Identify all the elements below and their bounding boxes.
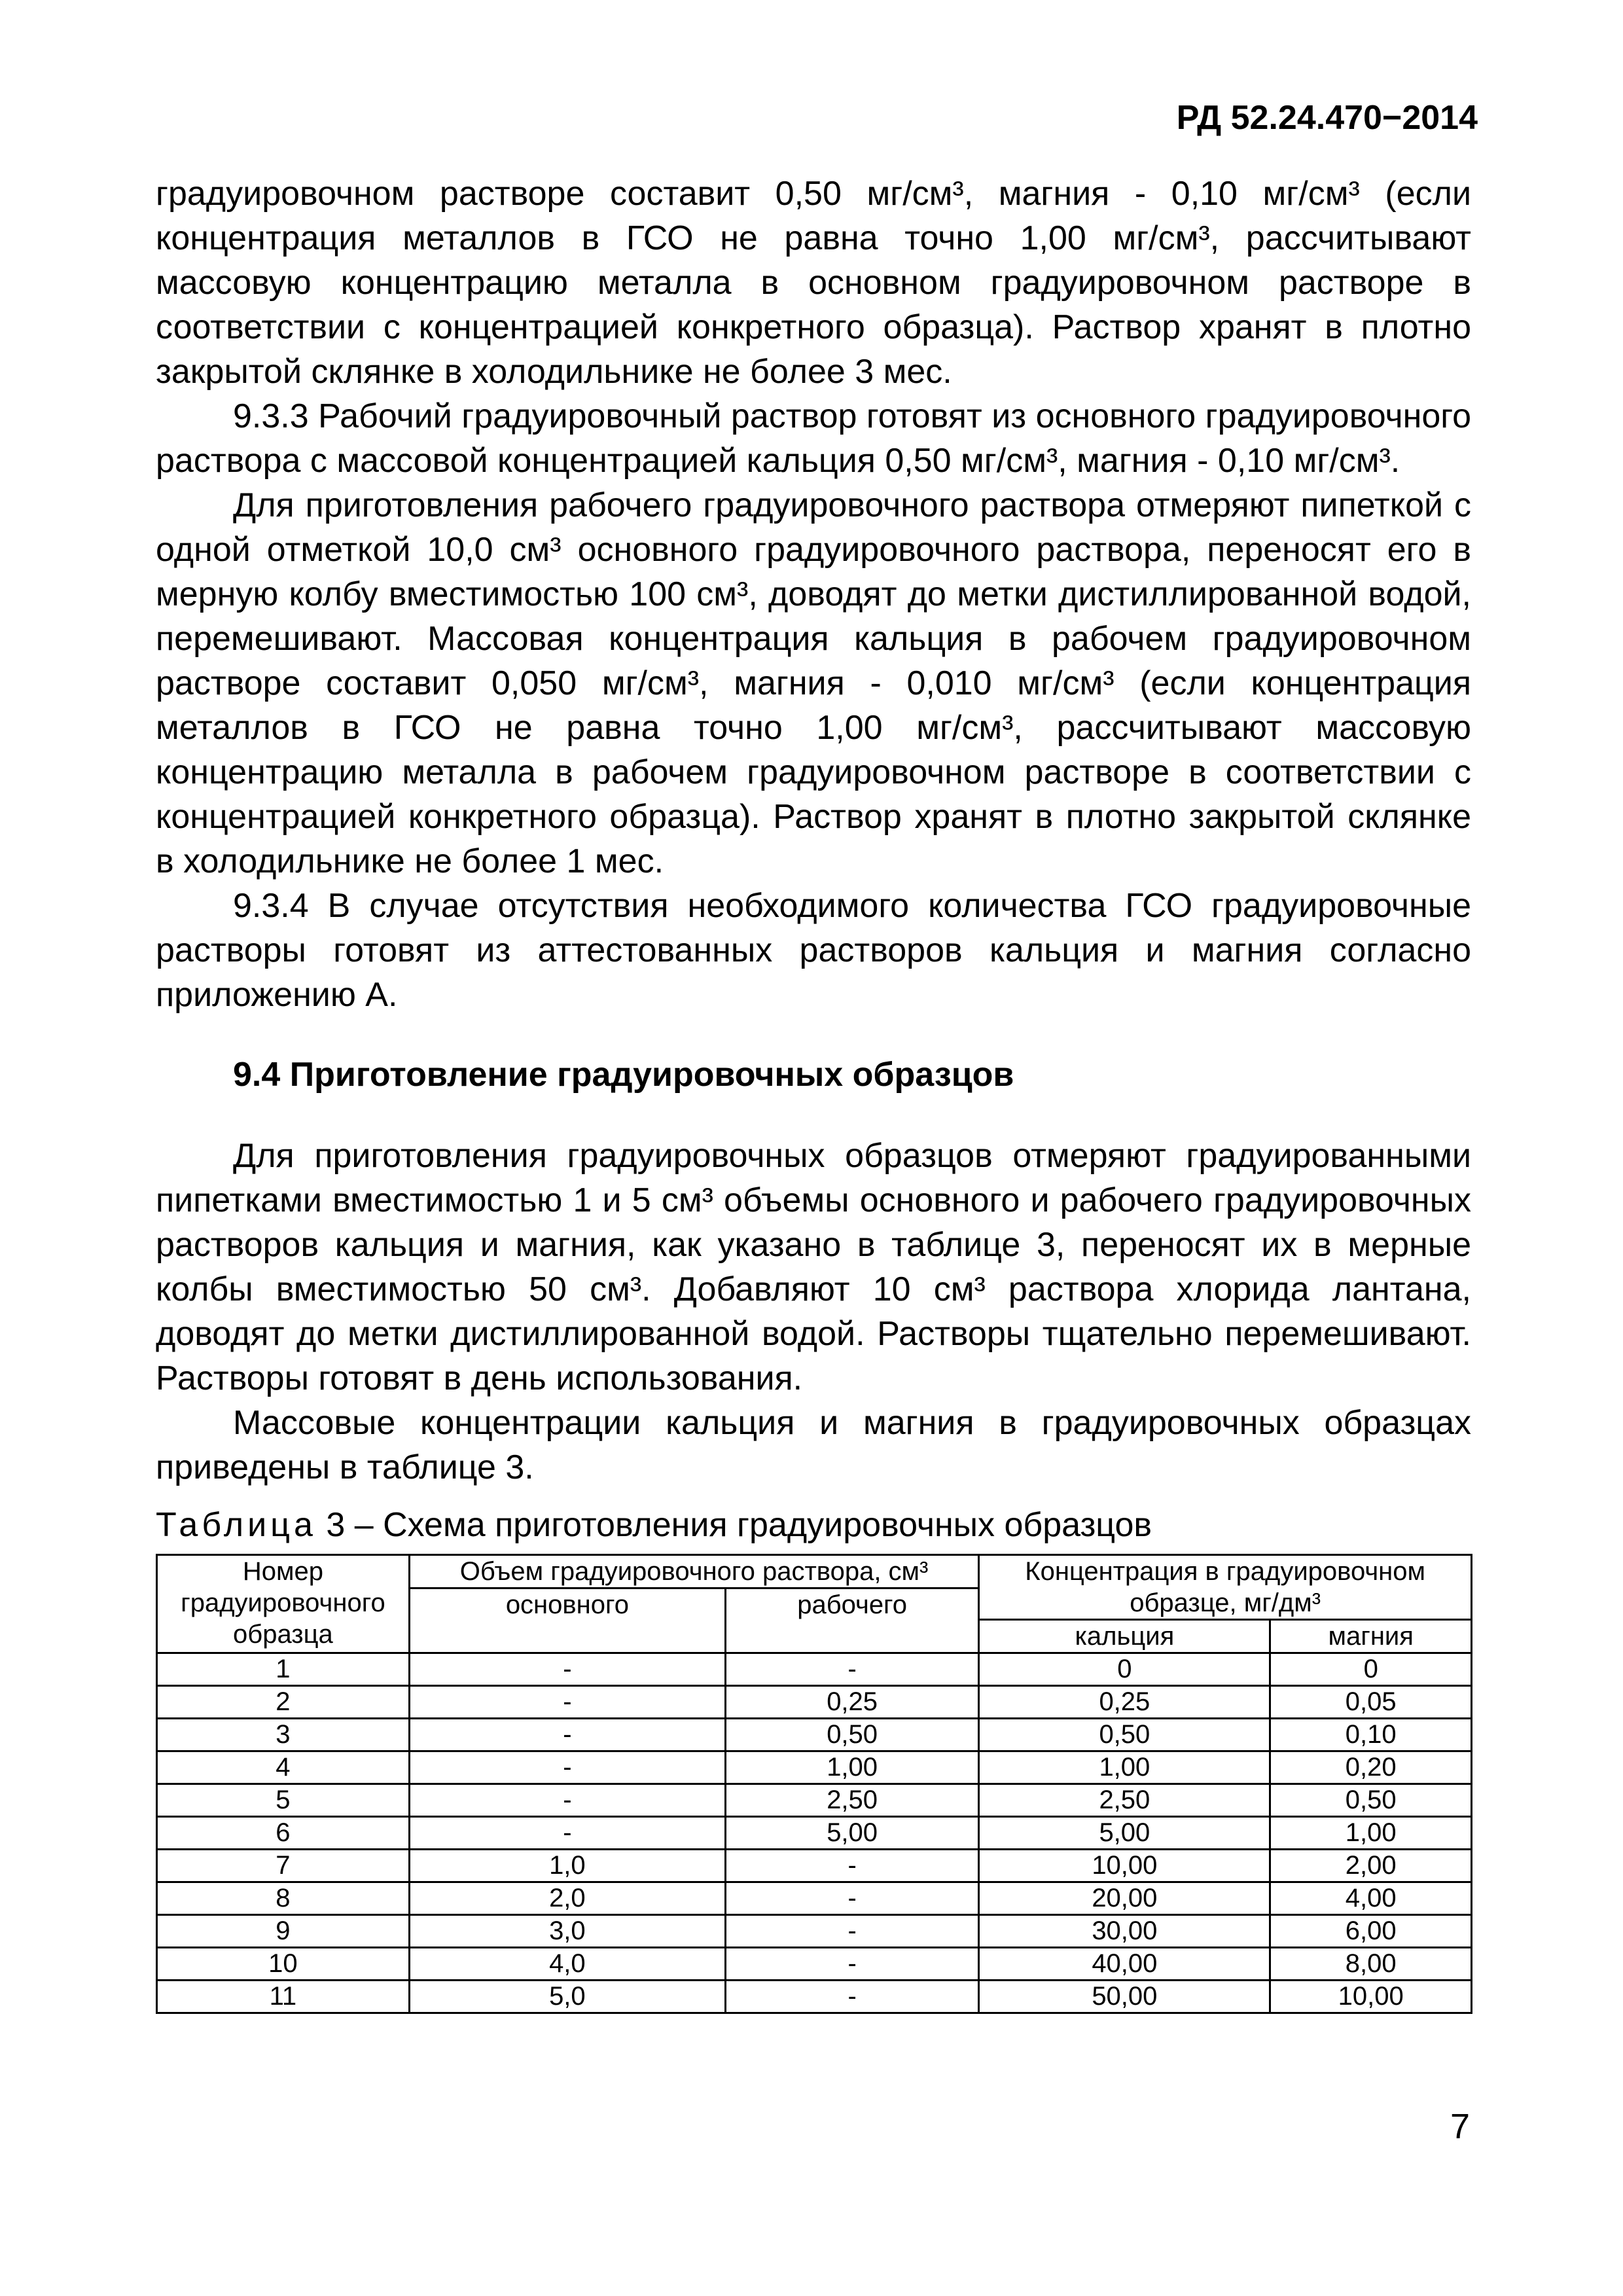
page-body [156, 171, 1471, 2014]
cell-main: - [409, 1653, 725, 1686]
paragraph-concentrations: Массовые концентрации кальция и магния в градуировочных образцах приведены в таблице 3. [156, 1404, 1471, 1486]
cell-calcium: 5,00 [979, 1817, 1270, 1850]
cell-calcium: 10,00 [979, 1850, 1270, 1882]
cell-magnesium: 8,00 [1270, 1948, 1472, 1981]
page-number: 7 [1450, 2107, 1470, 2146]
table-row [157, 1817, 1472, 1850]
header-concentration: Концентрация в градуировочном образце, мг/дм³ [979, 1555, 1472, 1620]
cell-main: 4,0 [409, 1948, 725, 1981]
table-row [157, 1981, 1472, 2013]
cell-main: - [409, 1784, 725, 1817]
table-row [157, 1850, 1472, 1882]
table-row [157, 1948, 1472, 1981]
cell-magnesium: 0 [1270, 1653, 1472, 1686]
cell-main: 2,0 [409, 1882, 725, 1915]
document-code: РД 52.24.470−2014 [1176, 99, 1478, 137]
cell-working: - [725, 1915, 978, 1948]
cell-calcium: 0,50 [979, 1719, 1270, 1751]
table-row [157, 1719, 1472, 1751]
cell-main: - [409, 1751, 725, 1784]
cell-working: 0,25 [725, 1686, 978, 1719]
cell-magnesium: 6,00 [1270, 1915, 1472, 1948]
cell-number: 9 [157, 1915, 410, 1948]
table-caption-label: Таблица [156, 1506, 317, 1544]
paragraph-working-solution: Для приготовления рабочего градуировочного раствора отмеряют пипеткой с одной отметкой 10,0 см³ основного градуировочного раствора, переносят его в мерную колбу вместимостью 100 см³, доводят до метки дистиллированной водой, перемешивают. Массовая концентрация кальция в рабочем градуировочном растворе составит 0,050 мг/см³, магния - 0,010 мг/см³ (если концентрация металлов в ГСО не равна точно 1,00 мг/см³, рассчитывают массовую концентрацию металла в рабочем градуировочном растворе в соответствии с концентрацией конкретного образца). Раствор хранят в плотно закрытой склянке в холодильнике не более 1 мес. [156, 486, 1471, 880]
header-magnesium: магния [1270, 1620, 1472, 1653]
table-row [157, 1751, 1472, 1784]
cell-magnesium: 0,10 [1270, 1719, 1472, 1751]
cell-main: 1,0 [409, 1850, 725, 1882]
header-calcium: кальция [979, 1620, 1270, 1653]
cell-calcium: 40,00 [979, 1948, 1270, 1981]
cell-working: 0,50 [725, 1719, 978, 1751]
cell-calcium: 50,00 [979, 1981, 1270, 2013]
cell-calcium: 2,50 [979, 1784, 1270, 1817]
cell-number: 11 [157, 1981, 410, 2013]
paragraph-sample-preparation: Для приготовления градуировочных образцов отмеряют градуированными пипетками вместимостью 1 и 5 см³ объемы основного и рабочего градуировочных растворов кальция и магния, как указано в таблице 3, переносят их в мерные колбы вместимостью 50 см³. Добавляют 10 см³ раствора хлорида лантана, доводят до метки дистиллированной водой. Растворы тщательно перемешивают. Растворы готовят в день использования. [156, 1137, 1471, 1397]
header-main-solution: основного [409, 1588, 725, 1653]
calibration-table [156, 1554, 1472, 2014]
table-row [157, 1915, 1472, 1948]
cell-number: 1 [157, 1653, 410, 1686]
cell-main: 5,0 [409, 1981, 725, 2013]
table-row [157, 1653, 1472, 1686]
cell-magnesium: 4,00 [1270, 1882, 1472, 1915]
cell-main: 3,0 [409, 1915, 725, 1948]
cell-number: 2 [157, 1686, 410, 1719]
table-row [157, 1882, 1472, 1915]
cell-working: - [725, 1882, 978, 1915]
cell-magnesium: 0,50 [1270, 1784, 1472, 1817]
cell-working: - [725, 1850, 978, 1882]
table-row [157, 1784, 1472, 1817]
header-sample-number: Номер градуировочного образца [157, 1555, 410, 1653]
cell-number: 8 [157, 1882, 410, 1915]
header-solution-volume: Объем градуировочного раствора, см³ [409, 1555, 978, 1588]
paragraph-9-3-3: 9.3.3 Рабочий градуировочный раствор готовят из основного градуировочного раствора с массовой концентрацией кальция 0,50 мг/см³, магния - 0,10 мг/см³. [156, 397, 1471, 480]
cell-number: 10 [157, 1948, 410, 1981]
cell-main: - [409, 1686, 725, 1719]
cell-magnesium: 0,20 [1270, 1751, 1472, 1784]
cell-magnesium: 1,00 [1270, 1817, 1472, 1850]
header-working-solution: рабочего [725, 1588, 978, 1653]
cell-number: 5 [157, 1784, 410, 1817]
cell-working: - [725, 1981, 978, 2013]
table-caption-text: 3 – Схема приготовления градуировочных образцов [316, 1506, 1152, 1544]
cell-calcium: 0,25 [979, 1686, 1270, 1719]
cell-working: 2,50 [725, 1784, 978, 1817]
cell-number: 4 [157, 1751, 410, 1784]
paragraph-continuation: градуировочном растворе составит 0,50 мг/см³, магния - 0,10 мг/см³ (если концентрация металлов в ГСО не равна точно 1,00 мг/см³, рассчитывают массовую концентрацию металла в основном градуировочном растворе в соответствии с концентрацией конкретного образца). Раствор хранят в плотно закрытой склянке в холодильнике не более 3 мес. [156, 175, 1471, 391]
cell-calcium: 0 [979, 1653, 1270, 1686]
cell-number: 3 [157, 1719, 410, 1751]
cell-working: - [725, 1948, 978, 1981]
cell-working: 5,00 [725, 1817, 978, 1850]
cell-calcium: 20,00 [979, 1882, 1270, 1915]
cell-main: - [409, 1719, 725, 1751]
table-caption [156, 1503, 1471, 1547]
cell-number: 6 [157, 1817, 410, 1850]
table-body [157, 1653, 1472, 2013]
cell-number: 7 [157, 1850, 410, 1882]
cell-main: - [409, 1817, 725, 1850]
table-row [157, 1686, 1472, 1719]
cell-magnesium: 10,00 [1270, 1981, 1472, 2013]
cell-working: 1,00 [725, 1751, 978, 1784]
section-heading-9-4: 9.4 Приготовление градуировочных образцов [233, 1056, 1014, 1094]
cell-calcium: 1,00 [979, 1751, 1270, 1784]
cell-magnesium: 2,00 [1270, 1850, 1472, 1882]
cell-working: - [725, 1653, 978, 1686]
cell-magnesium: 0,05 [1270, 1686, 1472, 1719]
paragraph-9-3-4: 9.3.4 В случае отсутствия необходимого количества ГСО градуировочные растворы готовят из аттестованных растворов кальция и магния согласно приложению А. [156, 887, 1471, 1014]
cell-calcium: 30,00 [979, 1915, 1270, 1948]
